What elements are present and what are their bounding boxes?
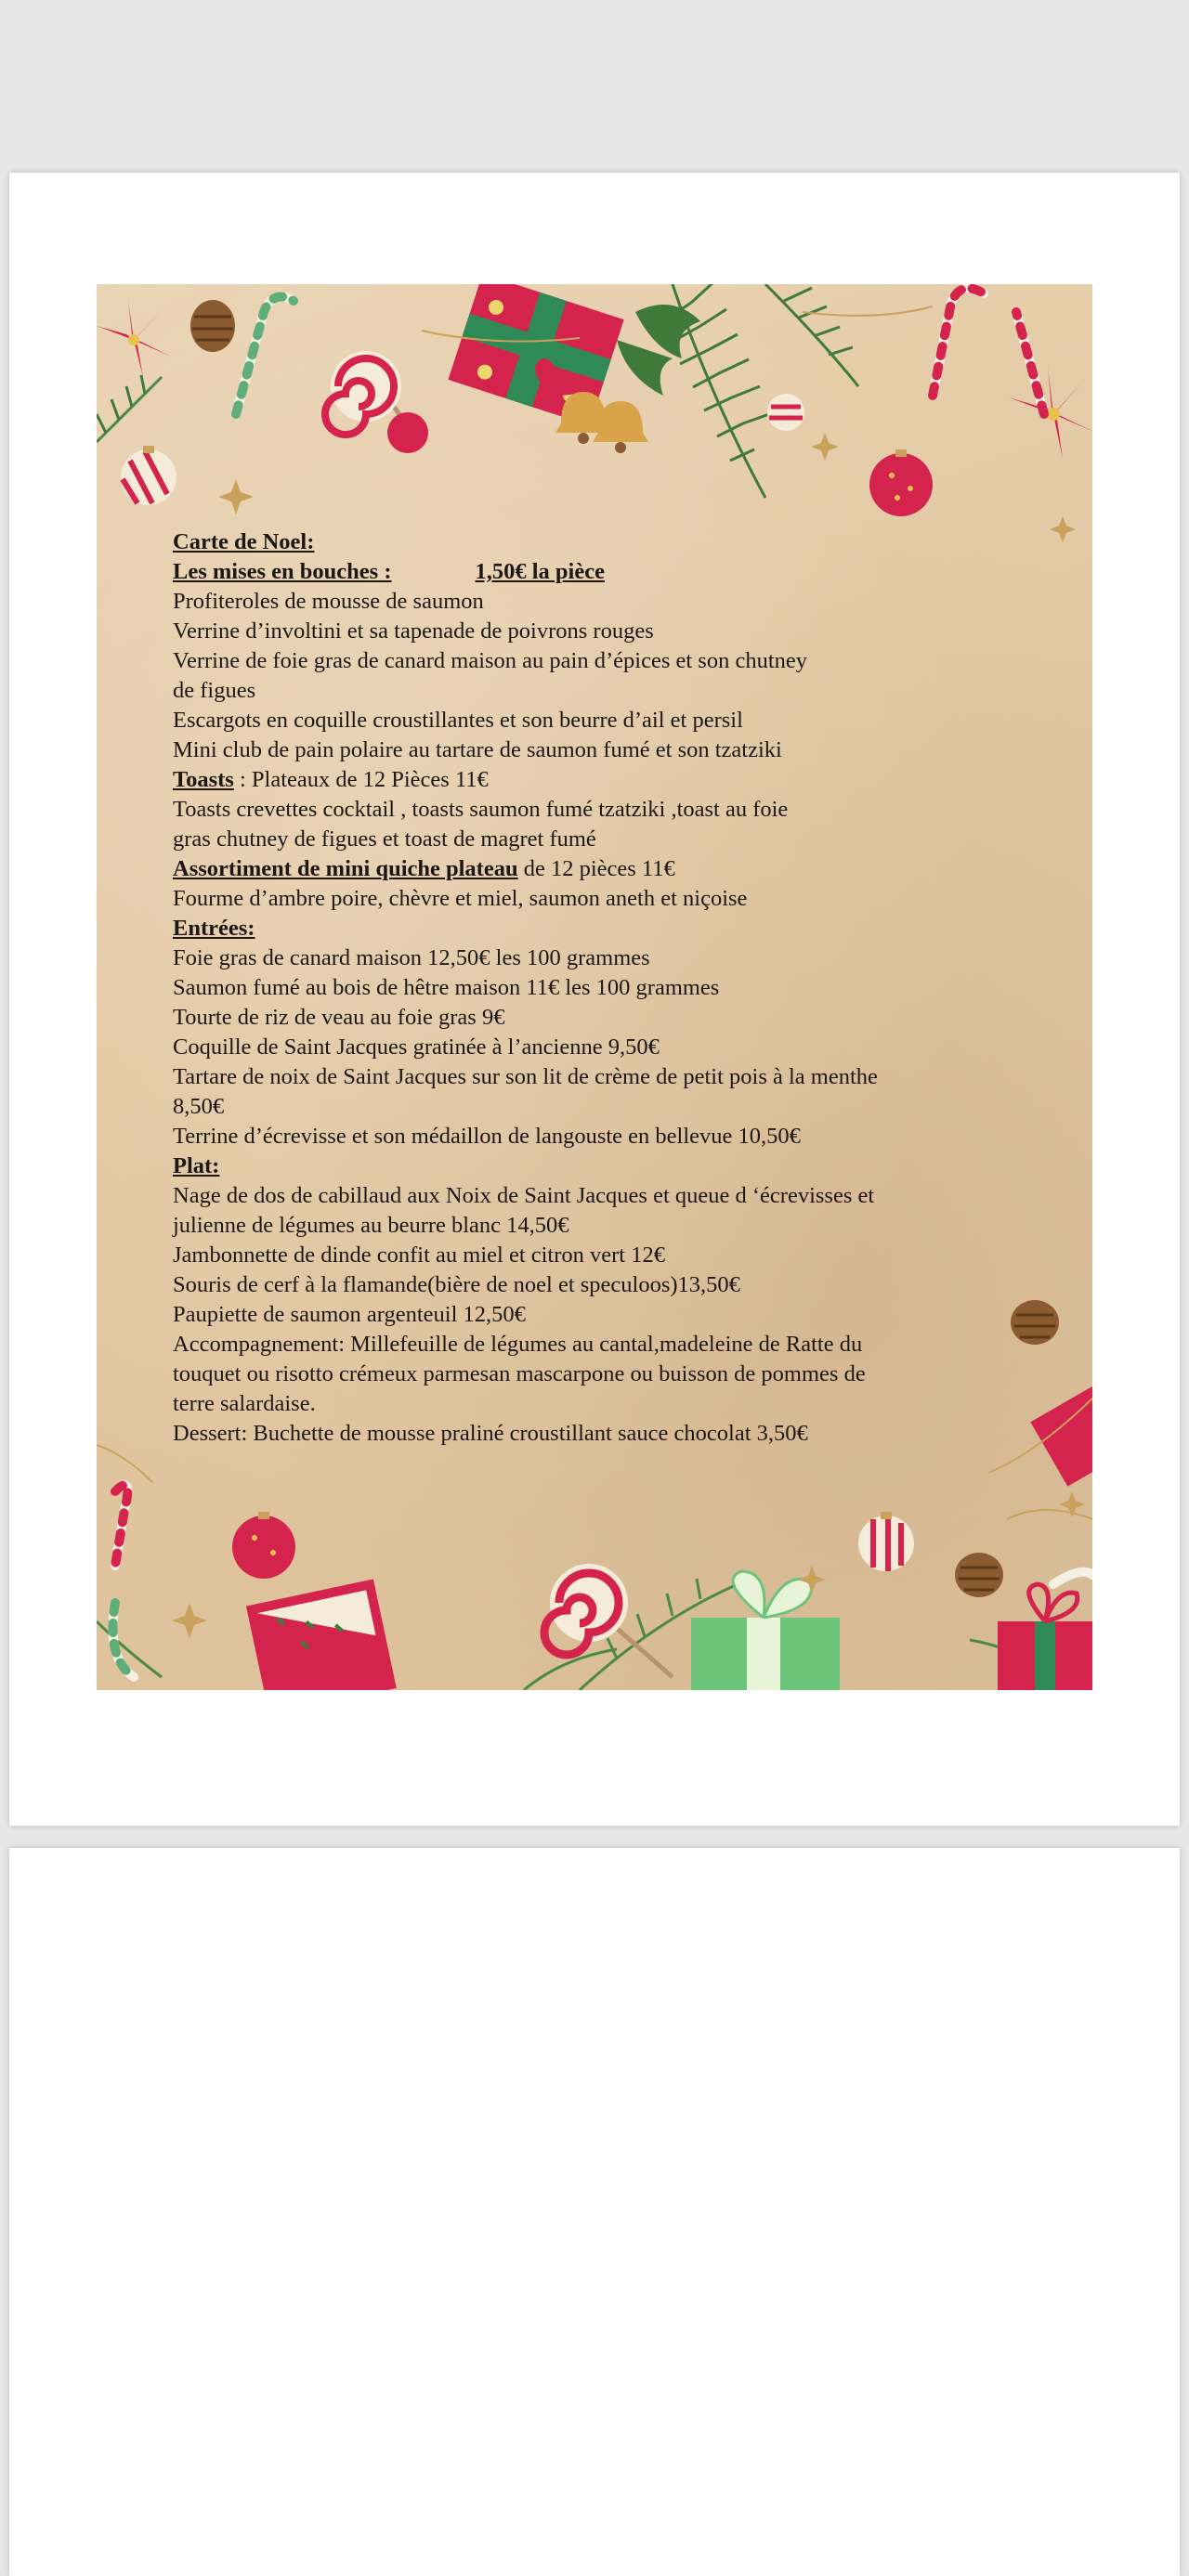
quiche-detail: de 12 pièces 11€: [517, 856, 675, 881]
menu-item: Paupiette de saumon argenteuil 12,50€: [173, 1302, 526, 1327]
gold-sprig: [97, 1445, 152, 1482]
document-page-2: [9, 1848, 1180, 2576]
menu-title: Carte de Noel:: [173, 529, 315, 554]
menu-item: Coquille de Saint Jacques gratinée à l’ancienne 9,50€: [173, 1034, 660, 1060]
menu-item: Tourte de riz de veau au foie gras 9€: [173, 1005, 505, 1030]
toasts-detail: : Plateaux de 12 Pièces 11€: [233, 767, 489, 792]
entrees-heading: Entrées:: [173, 916, 255, 941]
pinecone-icon: [190, 300, 235, 352]
bell-icon: [555, 392, 648, 453]
menu-item: Mini club de pain polaire au tartare de saumon fumé et son tzatziki: [173, 737, 782, 762]
mises-heading-label: Les mises en bouches :: [173, 559, 392, 584]
menu-item: Dessert: Buchette de mousse praliné croustillant sauce chocolat 3,50€: [173, 1421, 808, 1446]
menu-item: gras chutney de figues et toast de magret fumé: [173, 826, 596, 852]
menu-item: de figues: [173, 678, 256, 703]
holly-leaf-icon: [617, 305, 700, 396]
menu-item: Accompagnement: Millefeuille de légumes au cantal,madeleine de Ratte du: [173, 1332, 863, 1357]
menu-item: terre salardaise.: [173, 1391, 316, 1416]
menu-item: Escargots en coquille croustillantes et son beurre d’ail et persil: [173, 708, 743, 733]
menu-item: Souris de cerf à la flamande(bière de noel et speculoos)13,50€: [173, 1272, 740, 1297]
quiche-heading: [173, 854, 1065, 884]
menu-item: Profiteroles de mousse de saumon: [173, 589, 484, 614]
menu-item: Fourme d’ambre poire, chèvre et miel, saumon aneth et niçoise: [173, 886, 748, 911]
menu-item: Verrine de foie gras de canard maison au pain d’épices et son chutney: [173, 648, 808, 673]
menu-item: 8,50€: [173, 1094, 225, 1119]
menu-item: Nage de dos de cabillaud aux Noix de Saint Jacques et queue d ‘écrevisses et: [173, 1183, 875, 1208]
menu-item: julienne de légumes au beurre blanc 14,50€: [173, 1213, 569, 1238]
christmas-menu-card: [97, 284, 1092, 1690]
menu-item: Foie gras de canard maison 12,50€ les 100 grammes: [173, 945, 650, 970]
menu-item: Tartare de noix de Saint Jacques sur son lit de crème de petit pois à la menthe: [173, 1064, 878, 1089]
poinsettia-icon: [1009, 368, 1092, 459]
menu-item: Toasts crevettes cocktail , toasts saumon fumé tzatziki ,toast au foie: [173, 797, 789, 822]
menu-item: Jambonnette de dinde confit au miel et citron vert 12€: [173, 1242, 665, 1268]
toasts-heading-label: Toasts: [173, 767, 234, 792]
menu-content: [173, 527, 1065, 1449]
lollipop-icon: [544, 1564, 673, 1677]
menu-item: Saumon fumé au bois de hêtre maison 11€ les 100 grammes: [173, 975, 720, 1000]
mises-heading: [173, 557, 1065, 587]
mises-price: 1,50€ la pièce: [475, 559, 605, 584]
plat-heading: Plat:: [173, 1153, 220, 1178]
poinsettia-icon: [97, 301, 171, 377]
toasts-heading: [173, 765, 1065, 795]
menu-item: Terrine d’écrevisse et son médaillon de langouste en bellevue 10,50€: [173, 1124, 801, 1149]
menu-item: Verrine d’involtini et sa tapenade de poivrons rouges: [173, 618, 654, 644]
quiche-heading-label: Assortiment de mini quiche plateau: [173, 856, 518, 881]
menu-item: touquet ou risotto crémeux parmesan mascarpone ou buisson de pommes de: [173, 1361, 866, 1386]
document-page-1: [9, 173, 1180, 1826]
star-icon: [218, 433, 1076, 542]
